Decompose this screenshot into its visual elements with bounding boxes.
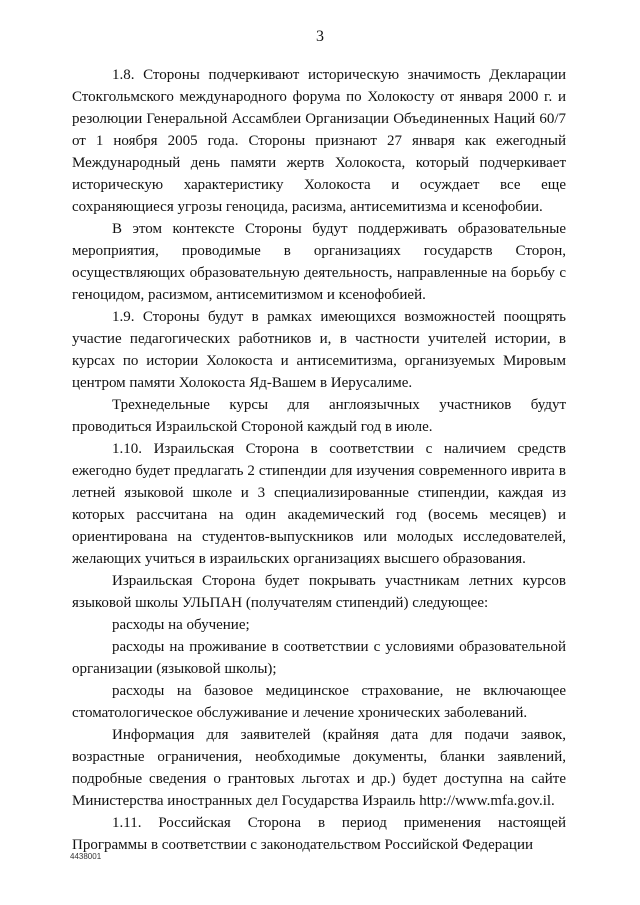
document-body bbox=[72, 64, 566, 856]
paragraph-1-11: 1.11. Российская Сторона в период применения настоящей Программы в соответствии с законодательством Российской Федерации bbox=[72, 815, 566, 853]
paragraph-applicant-info: Информация для заявителей (крайняя дата для подачи заявок, возрастные ограничения, необходимые документы, бланки заявлений, подробные сведения о грантовых льготах и др.) будет доступна на сайте Министерства иностранных дел Государства Израиль http://www.mfa.gov.il. bbox=[72, 727, 566, 809]
paragraph-1-9: 1.9. Стороны будут в рамках имеющихся возможностей поощрять участие педагогических работников и, в частности учителей истории, в курсах по истории Холокоста и антисемитизма, организуемых Мировым центром памяти Холокоста Яд-Вашем в Иерусалиме. bbox=[72, 309, 566, 391]
paragraph-1-8: 1.8. Стороны подчеркивают историческую значимость Декларации Стокгольмского международного форума по Холокосту от января 2000 г. и резолюции Генеральной Ассамблеи Организации Объединенных Наций 60/7 от 1 ноября 2005 года. Стороны признают 27 января как ежегодный Международный день памяти жертв Холокоста, который подчеркивает историческую характеристику Холокоста и осуждает все еще сохраняющиеся угрозы геноцида, расизма, антисемитизма и ксенофобии. bbox=[72, 67, 566, 215]
paragraph-1-10: 1.10. Израильская Сторона в соответствии с наличием средств ежегодно будет предлагать 2 стипендии для изучения современного иврита в летней языковой школе и 3 специализированные стипендии, каждая из которых рассчитана на один академический год (восемь месяцев) и ориентирована на студентов-выпускников или молодых исследователей, желающих учиться в израильских организациях высшего образования. bbox=[72, 441, 566, 567]
list-item-tuition: расходы на обучение; bbox=[112, 617, 250, 633]
paragraph-courses: Трехнедельные курсы для англоязычных участников будут проводиться Израильской Стороной каждый год в июле. bbox=[72, 397, 566, 435]
list-item-accommodation: расходы на проживание в соответствии с условиями образовательной организации (языковой школы); bbox=[72, 639, 566, 677]
page-number: 3 bbox=[316, 28, 324, 45]
document-code: 4438001 bbox=[70, 852, 102, 861]
paragraph-context: В этом контексте Стороны будут поддерживать образовательные мероприятия, проводимые в организациях государств Сторон, осуществляющих образовательную деятельность, направленные на борьбу с геноцидом, расизмом, антисемитизмом и ксенофобией. bbox=[72, 221, 566, 303]
list-item-insurance: расходы на базовое медицинское страхование, не включающее стоматологическое обслуживание и лечение хронических заболеваний. bbox=[72, 683, 566, 721]
paragraph-ulpan: Израильская Сторона будет покрывать участникам летних курсов языковой школы УЛЬПАН (получателям стипендий) следующее: bbox=[72, 573, 566, 611]
